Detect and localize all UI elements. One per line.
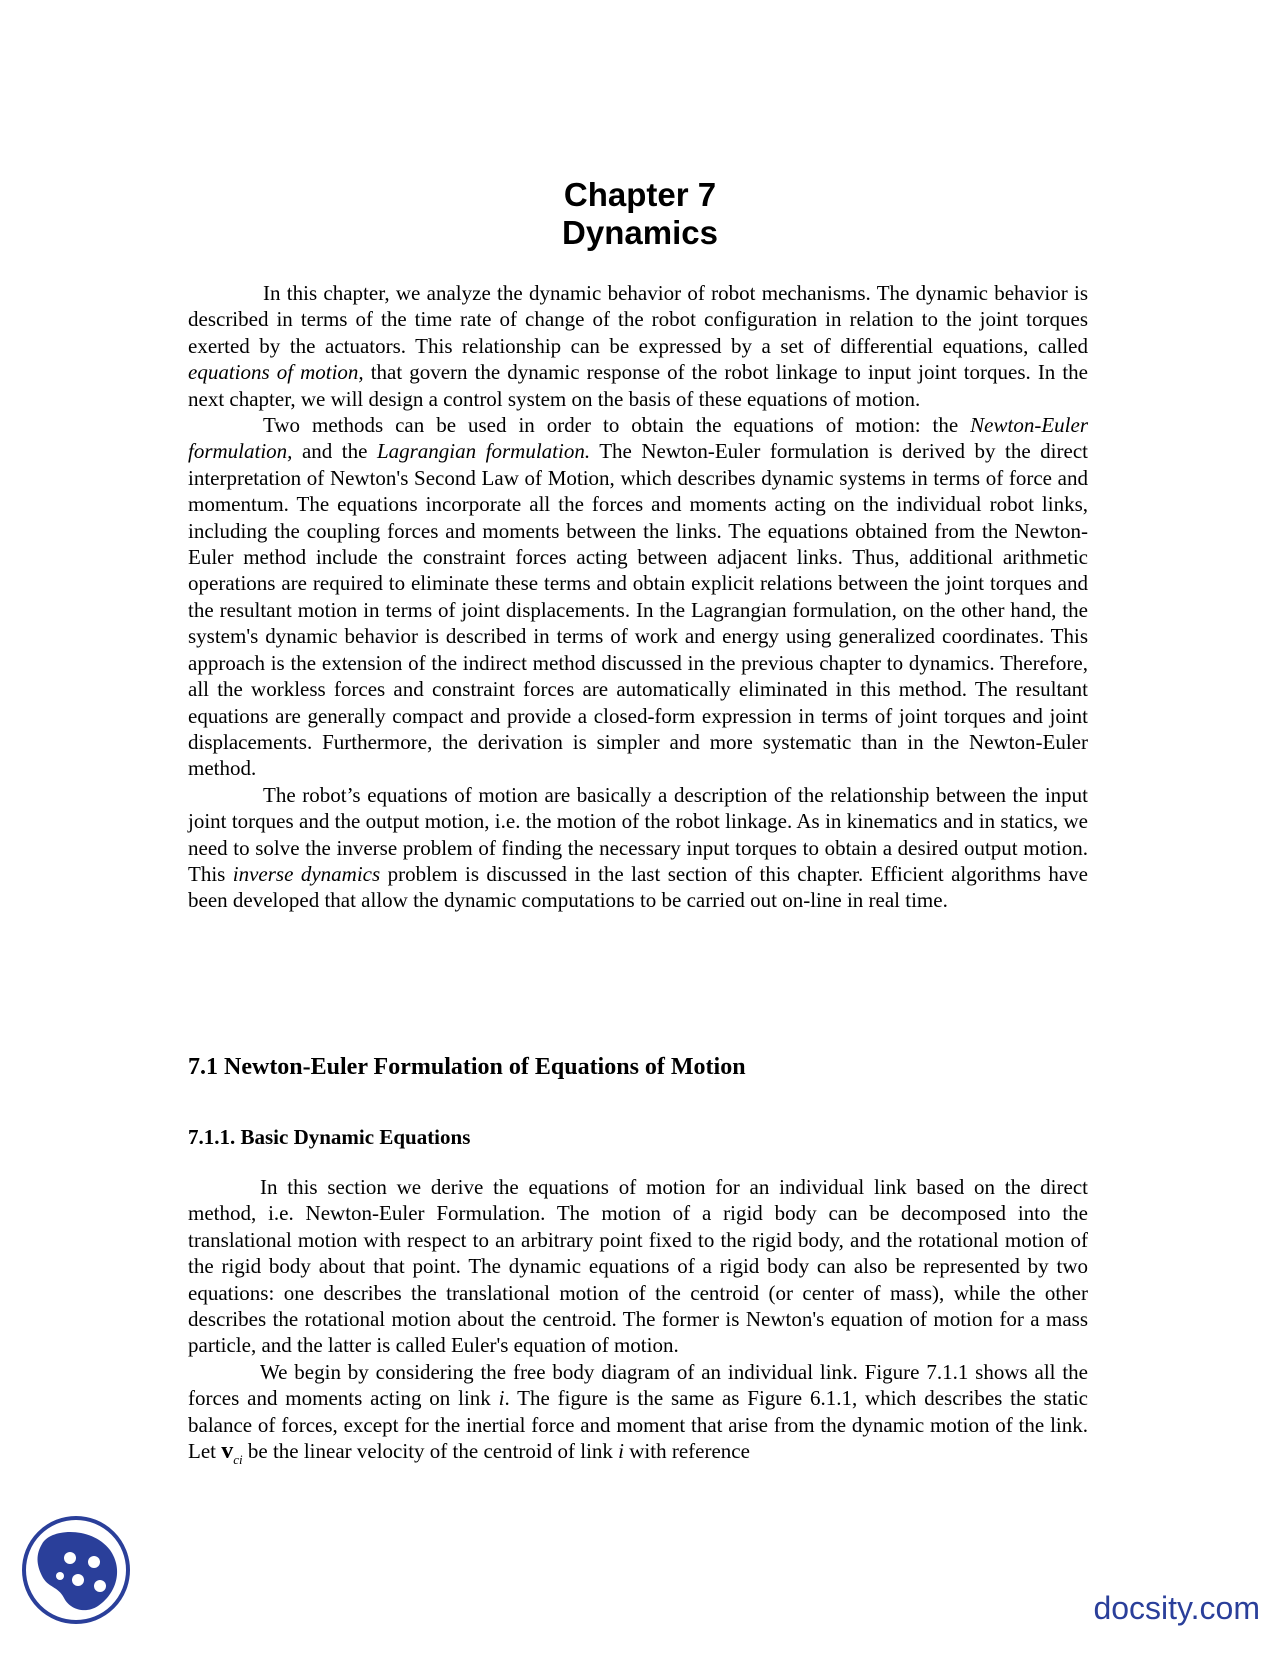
docsity-logo-icon[interactable] <box>20 1514 132 1626</box>
intro-paragraph-2 <box>188 412 1088 782</box>
intro-paragraph-1 <box>188 280 1088 412</box>
intro-p1-emphasis: equations of motion, <box>188 360 364 385</box>
section-p2-text-b: . The figure is the same as Figure 6.1.1, which describes the static balance of forces, except for the inertial force and moment that arise from the dynamic motion of the link. Let <box>188 1386 1088 1464</box>
chapter-title <box>0 176 1280 252</box>
intro-p1-text: In this chapter, we analyze the dynamic behavior of robot mechanisms. The dynamic behavior is described in terms of the time rate of change of the robot configuration in relation to the joint torques exerted by the actuators. This relationship can be expressed by a set of differential equations, called <box>188 281 1088 358</box>
section-paragraph-2 <box>188 1359 1088 1473</box>
chapter-name: Dynamics <box>562 214 718 251</box>
velocity-vector: v <box>221 1438 234 1465</box>
intro-p2-text-c: The Newton-Euler formulation is derived by the direct interpretation of Newton's Second Law of Motion, which describes dynamic systems in terms of force and momentum. The equations incorporate all the forces and moments acting on the individual robot links, including the coupling forces and moments between the links. The equations obtained from the Newton-Euler method include the constraint forces acting between adjacent links. Thus, additional arithmetic operations are required to eliminate these terms and obtain explicit relations between the joint torques and the resultant motion in terms of joint displacements. In the Lagrangian formulation, on the other hand, the system's dynamic behavior is described in terms of work and energy using generalized coordinates. This approach is the extension of the indirect method discussed in the previous chapter to dynamics. Therefore, all the workless forces and constraint forces are automatically eliminated in this method. The resultant equations are generally compact and provide a closed-form expression in terms of joint torques and joint displacements. Furthermore, the derivation is simpler and more systematic than in the Newton-Euler method. <box>188 439 1088 781</box>
section-heading: 7.1 Newton-Euler Formulation of Equations of Motion <box>188 1054 746 1080</box>
intro-p2-text-a: Two methods can be used in order to obtain the equations of motion: the <box>263 413 971 438</box>
section-p2-text-d: with reference <box>624 1439 750 1464</box>
velocity-symbol <box>221 1438 243 1467</box>
section-paragraph-1: In this section we derive the equations of motion for an individual link based on the direct method, i.e. Newton-Euler Formulation. The motion of a rigid body can be decomposed into the translational motion with respect to an arbitrary point fixed to the rigid body, and the rotational motion of the rigid body about that point. The dynamic equations of a rigid body can also be represented by two equations: one describes the translational motion of the centroid (or center of mass), while the other describes the rotational motion about the centroid. The former is Newton's equation of motion for a mass particle, and the latter is called Euler's equation of motion. <box>188 1175 1088 1358</box>
intro-p1-tail: that govern the dynamic response of the robot linkage to input joint torques. In the next chapter, we will design a control system on the basis of these equations of motion. <box>188 360 1088 411</box>
section-p2-text-c: be the linear velocity of the centroid of link <box>242 1439 619 1464</box>
intro-text <box>188 280 1088 914</box>
intro-p3-text-a: The robot’s equations of motion are basically a description of the relationship between the input joint torques and the output motion, i.e. the motion of the robot linkage. As in kinematics and in statics, we need to solve the inverse problem of finding the necessary input torques to obtain a desired output motion. This <box>188 782 1088 886</box>
intro-paragraph-3 <box>188 782 1088 914</box>
section-p2-italic-i: i <box>498 1386 505 1411</box>
section-text <box>188 1174 1088 1473</box>
intro-p2-emphasis-1: Newton-Euler formulation, <box>188 413 1088 464</box>
section-p2-italic-i-2: i <box>618 1439 625 1464</box>
intro-p2-emphasis-2: Lagrangian formulation. <box>376 439 591 464</box>
intro-p3-emphasis: inverse dynamics <box>232 861 381 886</box>
intro-p3-text-b: problem is discussed in the last section of this chapter. Efficient algorithms have been developed that allow the dynamic computations to be carried out on-line in real time. <box>188 861 1088 913</box>
section-p2-text-a: We begin by considering the free body diagram of an individual link. Figure 7.1.1 shows all the forces and moments acting on link <box>188 1359 1088 1411</box>
subsection-heading: 7.1.1. Basic Dynamic Equations <box>188 1125 471 1149</box>
chapter-number: Chapter 7 <box>563 176 717 213</box>
brand-link[interactable]: docsity.com <box>1093 1590 1260 1626</box>
intro-p2-text-b: and the <box>292 439 377 464</box>
velocity-subscript: ci <box>233 1451 243 1467</box>
